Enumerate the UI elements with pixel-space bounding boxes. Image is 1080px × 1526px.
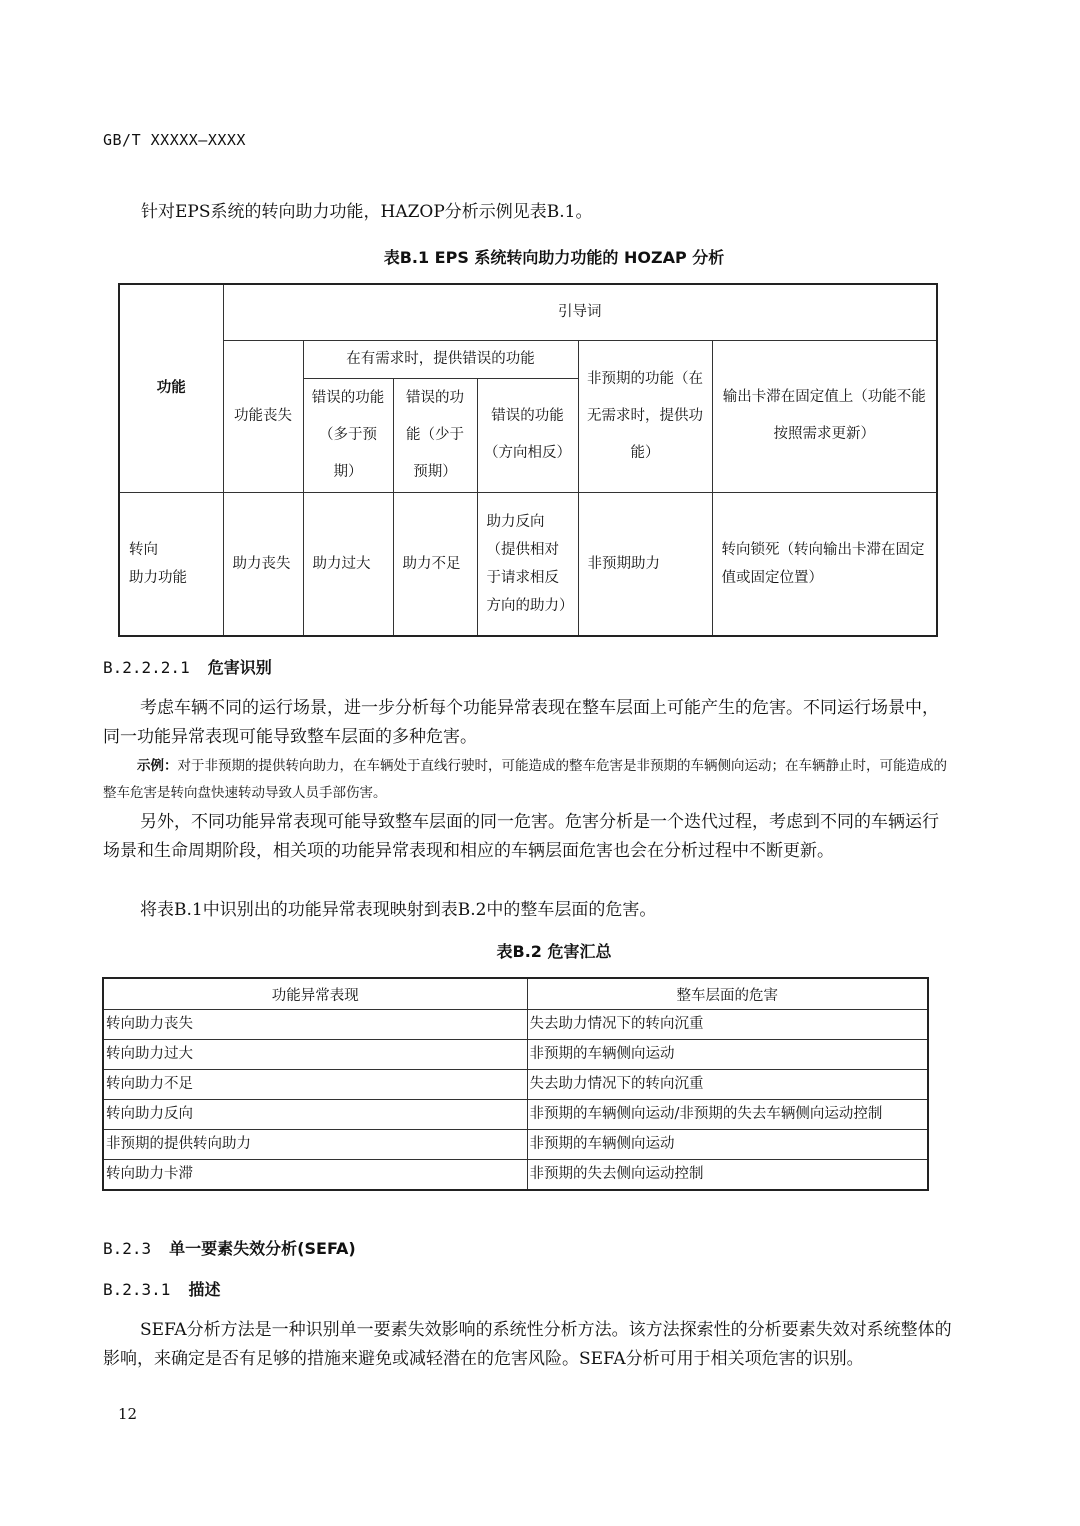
row-less: 助力不足 (393, 492, 477, 636)
loss-header: 功能丧失 (223, 340, 303, 492)
more-header: 错误的功能（多于预期） (303, 378, 393, 492)
section-heading-b231 (103, 1277, 220, 1300)
row-function: 转向 助力功能 (119, 492, 223, 636)
guideword-header: 引导词 (223, 284, 937, 340)
paragraph-iteration: 另外，不同功能异常表现可能导致整车层面的同一危害。危害分析是一个迭代过程，考虑到不同的车辆运行场景和生命周期阶段，相关项的功能异常表现和相应的车辆层面危害也会在分析过程中不断更新。 (103, 812, 939, 861)
row-unintended: 非预期助力 (578, 492, 712, 636)
hazop-table (118, 283, 938, 637)
section-title: 单一要素失效分析(SEFA) (169, 1239, 356, 1258)
section-number: B.2.3 (103, 1239, 152, 1258)
page-number: 12 (118, 1405, 138, 1423)
malfunction-cell: 转向助力反向 (103, 1100, 527, 1130)
section-number: B.2.2.2.1 (103, 658, 190, 677)
section-title: 危害识别 (207, 658, 272, 677)
paragraph-sefa-description: SEFA分析方法是一种识别单一要素失效影响的系统性分析方法。该方法探索性的分析要素失效对系统整体的影响，来确定是否有足够的措施来避免或减轻潜在的危害风险。SEFA分析可用于相关项危害的识别。 (103, 1320, 952, 1369)
hazard-cell: 失去助力情况下的转向沉重 (527, 1070, 928, 1100)
malfunction-cell: 转向助力丧失 (103, 1010, 527, 1040)
less-header: 错误的功能（少于预期） (393, 378, 477, 492)
hazard-cell: 非预期的失去侧向运动控制 (527, 1160, 928, 1191)
paragraph-hazard-identification: 考虑车辆不同的运行场景，进一步分析每个功能异常表现在整车层面上可能产生的危害。不同运行场景中，同一功能异常表现可能导致整车层面的多种危害。 (103, 698, 939, 747)
document-id-header: GB/T XXXXX—XXXX (103, 131, 246, 149)
example-text: 对于非预期的提供转向助力，在车辆处于直线行驶时，可能造成的整车危害是非预期的车辆侧向运动；在车辆静止时，可能造成的整车危害是转向盘快速转动导致人员手部伤害。 (103, 758, 947, 801)
malfunction-cell: 转向助力过大 (103, 1040, 527, 1070)
on-demand-group-header: 在有需求时，提供错误的功能 (303, 340, 578, 378)
section-title: 描述 (188, 1280, 221, 1299)
table-row (103, 1040, 928, 1070)
hazard-summary-table (102, 977, 929, 1191)
example-label: 示例： (137, 758, 178, 774)
table-row (103, 1160, 928, 1191)
table-row (103, 1010, 928, 1040)
table2-header-hazard: 整车层面的危害 (527, 978, 928, 1010)
table-row (103, 1070, 928, 1100)
malfunction-cell: 转向助力不足 (103, 1070, 527, 1100)
intro-paragraph: 针对EPS系统的转向助力功能，HAZOP分析示例见表B.1。 (141, 202, 593, 222)
malfunction-cell: 转向助力卡滞 (103, 1160, 527, 1191)
row-reverse: 助力反向（提供相对于请求相反方向的助力） (477, 492, 578, 636)
example-note (103, 753, 953, 807)
section-heading-b2221 (103, 655, 272, 678)
function-header: 功能 (119, 284, 223, 492)
hazard-cell: 非预期的车辆侧向运动/非预期的失去车辆侧向运动控制 (527, 1100, 928, 1130)
malfunction-cell: 非预期的提供转向助力 (103, 1130, 527, 1160)
table2-caption: 表B.2 危害汇总 (496, 942, 612, 961)
reverse-header: 错误的功能（方向相反） (477, 378, 578, 492)
hazard-cell: 非预期的车辆侧向运动 (527, 1130, 928, 1160)
row-stuck: 转向锁死（转向输出卡滞在固定值或固定位置） (712, 492, 937, 636)
row-more: 助力过大 (303, 492, 393, 636)
section-heading-b23 (103, 1236, 356, 1259)
row-loss: 助力丧失 (223, 492, 303, 636)
table1-caption: 表B.1 EPS 系统转向助力功能的 HOZAP 分析 (383, 248, 725, 267)
table-row (103, 1130, 928, 1160)
table2-header-malfunction: 功能异常表现 (103, 978, 527, 1010)
table-row (103, 1100, 928, 1130)
section-number: B.2.3.1 (103, 1280, 171, 1299)
unintended-header: 非预期的功能（在无需求时，提供功能） (578, 340, 712, 492)
stuck-header: 输出卡滞在固定值上（功能不能按照需求更新） (712, 340, 937, 492)
paragraph-mapping: 将表B.1中识别出的功能异常表现映射到表B.2中的整车层面的危害。 (140, 900, 657, 920)
hazard-cell: 失去助力情况下的转向沉重 (527, 1010, 928, 1040)
hazard-cell: 非预期的车辆侧向运动 (527, 1040, 928, 1070)
